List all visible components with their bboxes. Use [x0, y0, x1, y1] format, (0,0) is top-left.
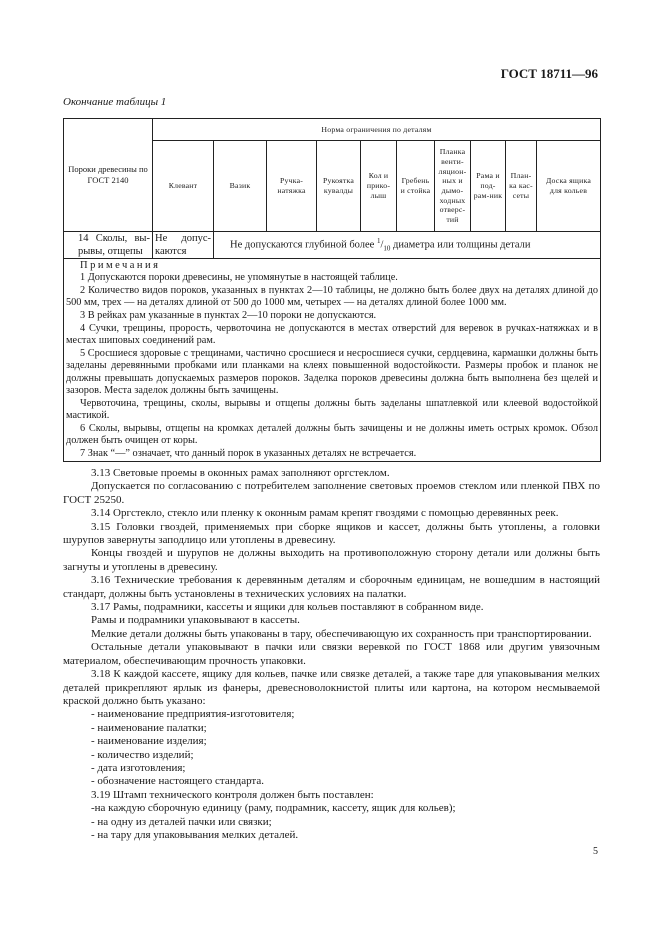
col-frame: Рама и под-рам-ник [471, 141, 506, 232]
paragraph: 3.15 Головки гвоздей, применяемых при сборке ящиков и кассет, должны быть утоплены, а головки шурупов завернуты заподлицо или утоплены в древесину. [63, 520, 600, 547]
list-item: - на одну из деталей пачки или связки; [91, 815, 272, 828]
paragraph: 3.17 Рамы, подрамники, кассеты и ящики для кольев поставляют в собранном виде. [91, 601, 484, 614]
notes-block [64, 259, 601, 461]
col-klevant: Клевант [153, 141, 214, 232]
paragraph: Допускается по согласованию с потребителем заполнение световых проемов стеклом или пленкой ПВХ по ГОСТ 25250. [63, 480, 600, 506]
note-item: Червоточина, трещины, сколы, вырывы и отщепы должны быть заделаны шпатлевкой или клеевой водостойкой мастикой. [66, 397, 598, 422]
col-handle: Ручка-натяжка [267, 141, 317, 232]
list-item: - наименование палатки; [91, 721, 207, 734]
paragraph: 3.18 К каждой кассете, ящику для кольев, пачке или связке деталей, а также таре для упаковывания мелких деталей прикрепляют ярлык из фанеры, древесноволокнистой плиты или картона, на котором несмываемой краской должно быть указано: [63, 668, 600, 707]
page-number: 5 [593, 846, 598, 857]
paragraph: Мелкие детали должны быть упакованы в тару, обеспечивающую их сохранность при транспортировании. [91, 627, 592, 640]
defect-cell: 14 Сколы, вы- рывы, отщепы [64, 232, 153, 259]
notes-title: Примечания [80, 260, 161, 272]
list-item: - на тару для упаковывания мелких деталей. [91, 828, 299, 841]
list-item: - количество изделий; [91, 748, 194, 761]
paragraph: 3.13 Световые проемы в оконных рамах заполняют оргстеклом. [91, 467, 390, 479]
paragraph: Концы гвоздей и шурупов не должны выходить на противоположную сторону детали или должны быть загнуты и утоплены в древесину. [63, 547, 600, 573]
norm-header: Норма ограничения по деталям [153, 119, 601, 141]
col-vazik: Вазик [214, 141, 267, 232]
col-cassette-plank: План-ка кас-сеты [506, 141, 537, 232]
col-ridge: Гребень и стойка [397, 141, 435, 232]
note-item: 3 В рейках рам указанные в пунктах 2—10 пороки не допускаются. [80, 310, 377, 322]
body-text [63, 467, 600, 842]
klevant-cell: Не допус- каются [153, 232, 214, 259]
paragraph: Остальные детали упаковывают в пачки или связки веревкой по ГОСТ 1868 или другим увязочным материалом, обеспечивающим прочность упаковки. [63, 641, 600, 667]
note-item: 5 Сросшиеся здоровые с трещинами, частично сросшиеся и несросшиеся сучки, сердцевина, кармашки должны быть заделаны деревянными пробками или планками на клеях повышенной водостойкости. Размеры пробок и планок не должны превышать допускаемых размеров пороков. Заделка пороков древесины должна быть выполнена без щелей и зазоров. Места заделок должны быть зачищены. [66, 347, 598, 397]
note-item: 1 Допускаются пороки древесины, не упомянутые в настоящей таблице. [80, 272, 398, 284]
note-item: 2 Количество видов пороков, указанных в пунктах 2—10 таблицы, не должно быть более двух на деталях длиной до 500 мм, трех — на деталях длиной от 500 до 1000 мм, четырех — на деталях длиной более 1000 мм. [66, 284, 598, 309]
list-item: - обозначение настоящего стандарта. [91, 775, 265, 788]
defect-column-header: Пороки древесины по ГОСТ 2140 [64, 119, 153, 232]
table-row [64, 232, 601, 259]
defects-table [63, 118, 601, 462]
list-item: - наименование изделия; [91, 735, 207, 748]
list-item: -на каждую сборочную единицу (раму, подрамник, кассету, ящик для кольев); [91, 802, 456, 815]
col-stake: Кол и прико-лыш [361, 141, 397, 232]
table-continuation-caption: Окончание таблицы 1 [63, 96, 167, 108]
paragraph: 3.14 Оргстекло, стекло или пленку к оконным рамам крепят гвоздями с помощью деревянных реек. [91, 507, 559, 520]
note-item: 4 Сучки, трещины, прорость, червоточина не допускаются в местах отверстий для веревок в ручках-натяжках и в местах шиповых соединений рам. [66, 322, 598, 347]
note-item: 6 Сколы, вырывы, отщепы на кромках деталей должны быть зачищены и не должны иметь острых кромок. Обзол должен быть очищен от коры. [66, 422, 598, 447]
list-item: - наименование предприятия-изготовителя; [91, 708, 295, 721]
col-stake-box-board: Доска ящика для кольев [537, 141, 601, 232]
paragraph: 3.19 Штамп технического контроля должен быть поставлен: [91, 788, 374, 801]
note-item: 7 Знак “—” означает, что данный порок в указанных деталях не встречается. [80, 448, 417, 460]
paragraph: Рамы и подрамники упаковывают в кассеты. [91, 614, 300, 627]
col-sledgehammer-handle: Рукоятка кувалды [317, 141, 361, 232]
standard-number: ГОСТ 18711—96 [500, 66, 598, 81]
norm-cell: Не допускаются глубиной более $^1/_{10}$ диаметра или толщины детали [214, 232, 601, 259]
col-vent-plank: Планка венти-ляцион-ных и дымо-ходных отверс-тий [435, 141, 471, 232]
paragraph: 3.16 Технические требования к деревянным деталям и сборочным единицам, не вошедшим в настоящий стандарт, должны быть установлены в технических условиях на палатки. [63, 574, 600, 600]
list-item: - дата изготовления; [91, 761, 186, 774]
